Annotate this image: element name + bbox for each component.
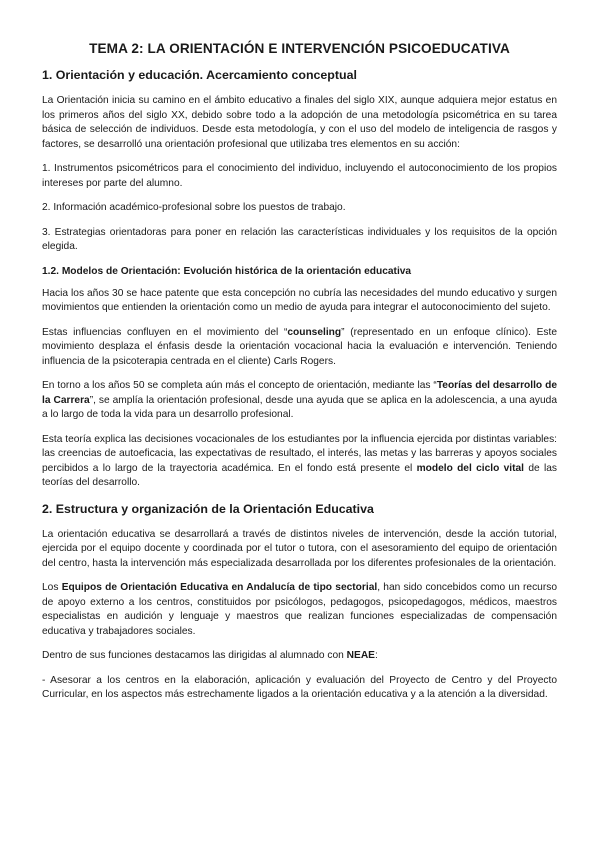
paragraph-text: Los	[42, 582, 62, 593]
section-2-paragraph-4: - Asesorar a los centros en la elaboración, aplicación y evaluación del Proyecto de Centro y del Proyecto Curricular, en los aspectos más estrechamente ligados a la orientación educativa y a la atención a la diversidad.	[42, 674, 557, 700]
section-2-paragraph-1: La orientación educativa se desarrollará a través de distintos niveles de intervención, desde la acción tutorial, ejercida por el equipo docente y coordinada por el tutor o tutora, con el asesoramiento del equipo de orientación del centro, hasta la intervención más especializada desarrollada por los diferentes profesionales de la orientación.	[42, 528, 557, 569]
paragraph-text: Dentro de sus funciones destacamos las dirigidas al alumnado con	[42, 650, 347, 661]
section-2-paragraph-3	[42, 649, 557, 664]
term-life-cycle-model: modelo del ciclo vital	[416, 462, 525, 474]
document-title: TEMA 2: LA ORIENTACIÓN E INTERVENCIÓN PSICOEDUCATIVA	[89, 41, 510, 56]
paragraph-text: En torno a los años 50 se completa aún más el concepto de orientación, mediante las “	[42, 380, 437, 391]
section-1-item-3: 3. Estrategias orientadoras para poner en relación las características individuales y los requisitos de la opción elegida.	[42, 226, 557, 252]
section-1-2-paragraph-3	[42, 379, 557, 423]
section-1-2-paragraph-2	[42, 326, 557, 370]
section-1-heading: 1. Orientación y educación. Acercamiento conceptual	[42, 68, 357, 82]
paragraph-text: :	[374, 650, 378, 661]
term-career-theories: Teorías del desarrollo de la Carrera	[42, 380, 557, 406]
section-1-item-2: 2. Información académico-profesional sobre los puestos de trabajo.	[42, 202, 346, 213]
section-1-2-paragraph-1: Hacia los años 30 se hace patente que esta concepción no cubría las necesidades del mundo educativo y surgen movimientos que entienden la orientación como un medio de ayuda para integrar el autoconocimiento del sujeto.	[42, 287, 557, 313]
paragraph-text: de las teorías del desarrollo.	[42, 462, 557, 488]
paragraph-text: , han sido concebidos como un recurso de apoyo externo a los centros, constituidos por psicólogos, pedagogos, psicopedagogos, médicos, maestros especialistas en audición y lenguaje y maestros que realizan funciones especializadas de compensación educativa y trabajadores sociales.	[42, 582, 557, 637]
section-1-paragraph-1: La Orientación inicia su camino en el ámbito educativo a finales del siglo XIX, aunque adquiera mejor estatus en los primeros años del siglo XX, debido sobre todo a la adopción de una metodología psicométrica en su tarea básica de selección de individuos. Desde esta metodología, y con el uso del modelo de inteligencia de rasgos y factores, se desarrolló una orientación profesional que utilizaba tres elementos en su acción:	[42, 95, 557, 150]
document-page	[42, 40, 557, 713]
section-2-paragraph-2	[42, 581, 557, 639]
section-1-2-paragraph-4	[42, 433, 557, 491]
paragraph-text: Estas influencias confluyen en el movimiento del “	[42, 326, 288, 338]
term-counseling: counseling	[287, 326, 342, 338]
section-1-2-heading: 1.2. Modelos de Orientación: Evolución histórica de la orientación educativa	[42, 265, 412, 277]
paragraph-text: ” (representado en un enfoque clínico). Este movimiento desplaza el énfasis desde la orientación vocacional hacia la evaluación e intervención. Teniendo influencia de la psicoterapia centrada en el cliente) Carls Rogers.	[42, 326, 558, 367]
section-2-heading: 2. Estructura y organización de la Orientación Educativa	[42, 501, 374, 516]
term-neae: NEAE	[346, 650, 375, 661]
term-equipos-orientacion: Equipos de Orientación Educativa en Andalucía de tipo sectorial	[61, 582, 378, 593]
paragraph-text: Esta teoría explica las decisiones vocacionales de los estudiantes por la influencia ejercida por distintas variables: las creencias de autoeficacia, las expectativas de resultado, el interés, las metas y las barreras y apoyos sociales percibidos a lo largo de la trayectoria académica. En el fondo está presente el	[42, 433, 557, 474]
section-1-item-1: 1. Instrumentos psicométricos para el conocimiento del individuo, incluyendo el autoconocimiento de los propios intereses por parte del alumno.	[42, 163, 557, 189]
paragraph-text: ”, se amplía la orientación profesional, desde una ayuda que se aplica en la adolescencia, a una ayuda a lo largo de toda la vida para un desarrollo profesional.	[42, 394, 557, 420]
